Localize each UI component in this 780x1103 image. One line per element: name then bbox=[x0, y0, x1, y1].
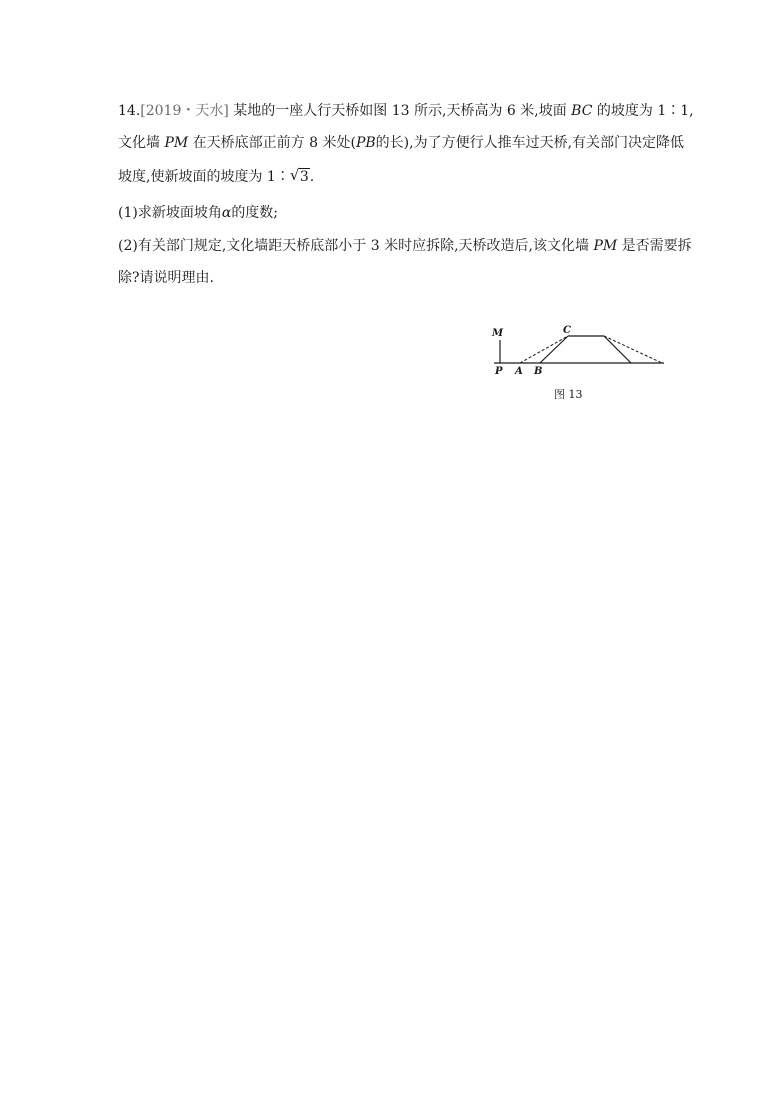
problem-line-2 bbox=[118, 133, 684, 153]
problem-text-3-tail: . bbox=[309, 169, 315, 185]
var-bc: BC bbox=[571, 103, 593, 119]
question-2-line-1 bbox=[118, 236, 692, 256]
figure-caption: 图 13 bbox=[554, 388, 583, 401]
var-pb: PB bbox=[355, 135, 376, 151]
problem-text-2-tail: 的长),为了方便行人推车过天桥,有关部门决定降低 bbox=[375, 135, 685, 151]
var-pm-2: PM bbox=[593, 238, 618, 254]
q2-text-tail: 是否需要拆 bbox=[621, 238, 692, 254]
problem-line-1 bbox=[118, 101, 694, 121]
problem-line-3 bbox=[118, 167, 314, 187]
sqrt-icon: √ bbox=[289, 166, 300, 184]
var-pm: PM bbox=[164, 135, 189, 151]
problem-text-3-head: 坡度,使新坡面的坡度为 1∶ bbox=[118, 169, 290, 185]
label-b: B bbox=[534, 366, 543, 377]
problem-number: 14. bbox=[118, 103, 141, 119]
problem-text-1-tail: 的坡度为 1∶1, bbox=[596, 103, 694, 119]
problem-text-2-mid: 在天桥底部正前方 8 米处( bbox=[192, 135, 356, 151]
q1-text-head: (1)求新坡面坡角 bbox=[118, 205, 222, 221]
label-m: M bbox=[492, 328, 504, 339]
label-a: A bbox=[515, 366, 523, 377]
q2-text-head: (2)有关部门规定,文化墙距天桥底部小于 3 米时应拆除,天桥改造后,该文化墙 bbox=[118, 238, 589, 254]
sqrt-expression bbox=[290, 167, 310, 187]
problem-source: [2019・天水] bbox=[140, 103, 229, 119]
bridge-diagram bbox=[488, 320, 668, 382]
question-1 bbox=[118, 203, 278, 223]
problem-text-2-head: 文化墙 bbox=[118, 135, 160, 151]
new-slope-right bbox=[604, 336, 662, 363]
q1-text-tail: 的度数; bbox=[231, 205, 279, 221]
sqrt-radicand: 3 bbox=[299, 169, 309, 185]
question-2-line-2 bbox=[118, 268, 214, 288]
q2-text-line-2: 除?请说明理由. bbox=[118, 270, 214, 286]
label-c: C bbox=[563, 325, 571, 336]
var-alpha: α bbox=[221, 205, 232, 221]
slope-right bbox=[604, 336, 631, 363]
label-p: P bbox=[495, 366, 503, 377]
problem-text-1: 某地的一座人行天桥如图 13 所示,天桥高为 6 米,坡面 bbox=[233, 103, 567, 119]
